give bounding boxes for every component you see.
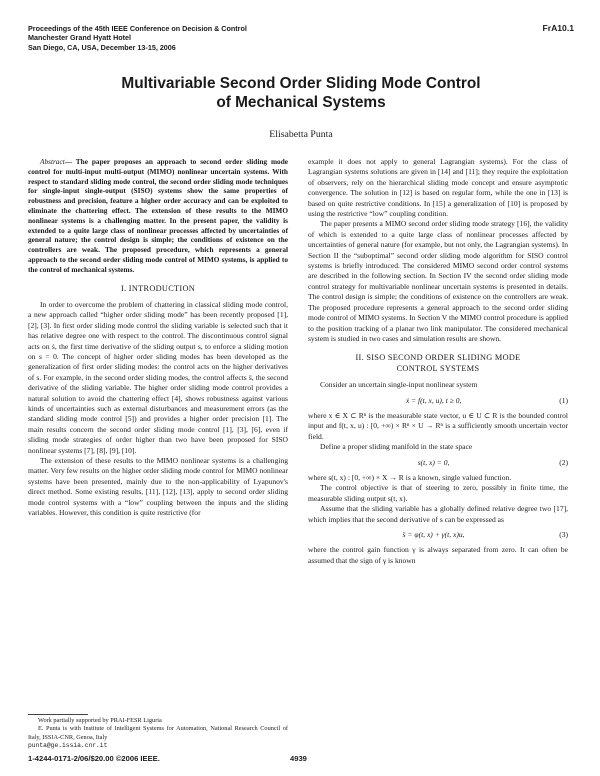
author-name: Elisabetta Punta [269,129,333,140]
equation-1-number: (1) [559,395,568,405]
equation-3-body: s̈ = φ(t, x) + γ(t, x)u, [402,530,465,539]
abstract [28,157,288,275]
left-column [28,157,288,519]
abstract-label: Abstract [40,157,65,166]
body-paragraph-outline: The paper presents a MIMO second order sliding mode strategy [16], the validity of which is extended to a quite large class of nonlinear processes affected by uncertainties of general nature (for example, but not only, the Lagrangian systems). In Section II the “suboptimal” second order sliding mode algorithm for SISO control systems is briefly introduced. The considered MIMO second order control systems are described in the following section. In Section IV the second order sliding mode control strategy for multivariable nonlinear uncertain systems is presented in details. The control design is simple; the conditions of existence on the controllers are weak. The proposed procedure represents a general approach to the second order sliding mode control of MIMO systems. In Section V the MIMO control procedure is applied to the position tracking of a planar two link manipulator. The considered mechanical system is studied in two cases and simulation results are shown. [308,219,568,343]
equation-3 [308,530,568,540]
equation-1 [308,396,568,406]
body-paragraph-continued: example it does not apply to general Lagrangian systems). For the class of Lagrangian systems solutions are given in [14] and [11]; they require the exploitation of observers, rely on the hierarchical sliding mode concept and ensure asymptotic convergence. The solution in [12] is based on regular form, while the one in [13] is based on quite restrictive conditions. In [15] a generalization of [10] is proposed by using the restrictive “low” coupling condition. [308,157,568,219]
intro-paragraph-1: In order to overcome the problem of chattering in classical sliding mode control, a new approach called “higher order sliding mode” has been recently proposed [1], [2], [3]. In first order sliding mode control the sliding variable is selected such that it has relative degree one with respect to the control. The discontinuous control signal acts on ṡ, the first time derivative of the sliding output s, to enforce a sliding motion on s = 0. The concept of higher order sliding modes has been developed as the generalization of first order sliding modes: the control acts on the higher derivatives of s. For example, in the second order sliding modes, the control affects s̈, the second derivative of the sliding variable. The higher order sliding mode control provides a natural solution to avoid the chattering effect [4], shows robustness against various kinds of uncertainties such as external disturbances and measurement errors (as the standard sliding mode control [5]) and provides a higher order precision [1]. The main results concern the second order sliding mode control [1], [3], [6], even if sliding mode strategies of order higher than two have been proposed for SISO nonlinear systems [7], [8], [9], [10]. [28,299,288,455]
conference-header [28,24,574,52]
equation-3-number: (3) [559,530,568,539]
relative-degree-assumption: Assume that the sliding variable has a globally defined relative degree two [17], which implies that the second derivative of s can be expressed as [308,504,568,524]
control-objective: The control objective is that of steering to zero, possibly in finite time, the measurable sliding output s(t, x). [308,483,568,503]
siso-intro: Consider an uncertain single-input nonlinear system [320,380,478,390]
equation-2 [308,458,568,468]
page-footer [28,754,574,763]
section-heading-introduction: I. INTRODUCTION [120,283,196,293]
equation-1-body: ẋ = f(t, x, u), t ≥ 0, [405,395,462,405]
title-line-2: of Mechanical Systems [216,94,386,111]
author-email[interactable]: punta@ge.issia.cnr.it [28,741,108,749]
page-number: 4939 [290,754,307,763]
title-line-1: Multivariable Second Order Sliding Mode Control [121,75,481,92]
sliding-manifold-text: Define a proper sliding manifold in the state space [320,442,473,452]
right-column [308,157,568,566]
section-heading-siso-line-1: II. SISO SECOND ORDER SLIDING MODE [355,353,521,363]
footnote-divider [28,714,88,715]
paper-code: FrA10.1 [542,23,574,33]
intro-paragraph-2: The extension of these results to the MIMO nonlinear systems is a challenging matter. Very few results on the higher order sliding mode control for MIMO nonlinear systems have been presented, mainly due to the non-applicability of Lyapunov's direct method. Some existing results, [11], [12], [13], apply to second order sliding mode control systems with a “low” coupling between the inputs and the sliding variables. However, this condition is quite restrictive (for [28,456,288,518]
conference-location-date: San Diego, CA, USA, December 13-15, 2006 [28,42,176,52]
sliding-function-description: where s(t, x) : [0, +∞) × X → R is a known, single valued function. [308,472,512,482]
affiliation-note: E. Punta is with Institute of Intelligent Systems for Automation, National Research Council of Italy, ISSIA-CNR, Genoa, Italy [28,725,288,741]
section-heading-siso-line-2: CONTROL SYSTEMS [396,363,480,373]
abstract-text: — The paper proposes an approach to second order sliding mode control for multi-input multi-output (MIMO) nonlinear uncertain systems. With respect to standard sliding mode control, the second order sliding mode techniques for single-input single-output (SISO) systems show the same properties of robustness and precision, feature a higher order accuracy and can be exploited to eliminate the chattering effect. The extension of these results to the MIMO nonlinear systems is a challenging matter. In the present paper, the validity is extended to a quite large class of nonlinear processes affected by uncertainties of general nature; the control design is simple; the conditions of existence on the controllers are weak. The proposed procedure, which represents a general approach to the second order sliding mode control of MIMO systems, is applied to the control of mechanical systems. [28,157,288,274]
state-description: where x ∈ X ⊂ Rⁿ is the measurable state vector, u ∈ U ⊂ R is the bounded control input and f(t, x, u) : [0, +∞) × Rⁿ × U → Rⁿ is a sufficiently smooth uncertain vector field. [308,410,568,441]
funding-note: Work partially supported by PRAI-FESR Liguria [38,717,162,724]
footnotes [28,717,288,750]
equation-2-number: (2) [559,457,568,467]
equation-2-body: s(t, x) = 0, [417,457,450,467]
paper-title [28,74,574,112]
section-heading-siso [308,353,568,374]
isbn-copyright: 1-4244-0171-2/06/$20.00 ©2006 IEEE. [28,754,160,763]
conference-venue: Manchester Grand Hyatt Hotel [28,33,132,43]
conference-name: Proceedings of the 45th IEEE Conference on Decision & Control [28,24,247,33]
control-gain-description: where the control gain function γ is always separated from zero. It can often be assumed that the sign of γ is known [308,545,568,565]
